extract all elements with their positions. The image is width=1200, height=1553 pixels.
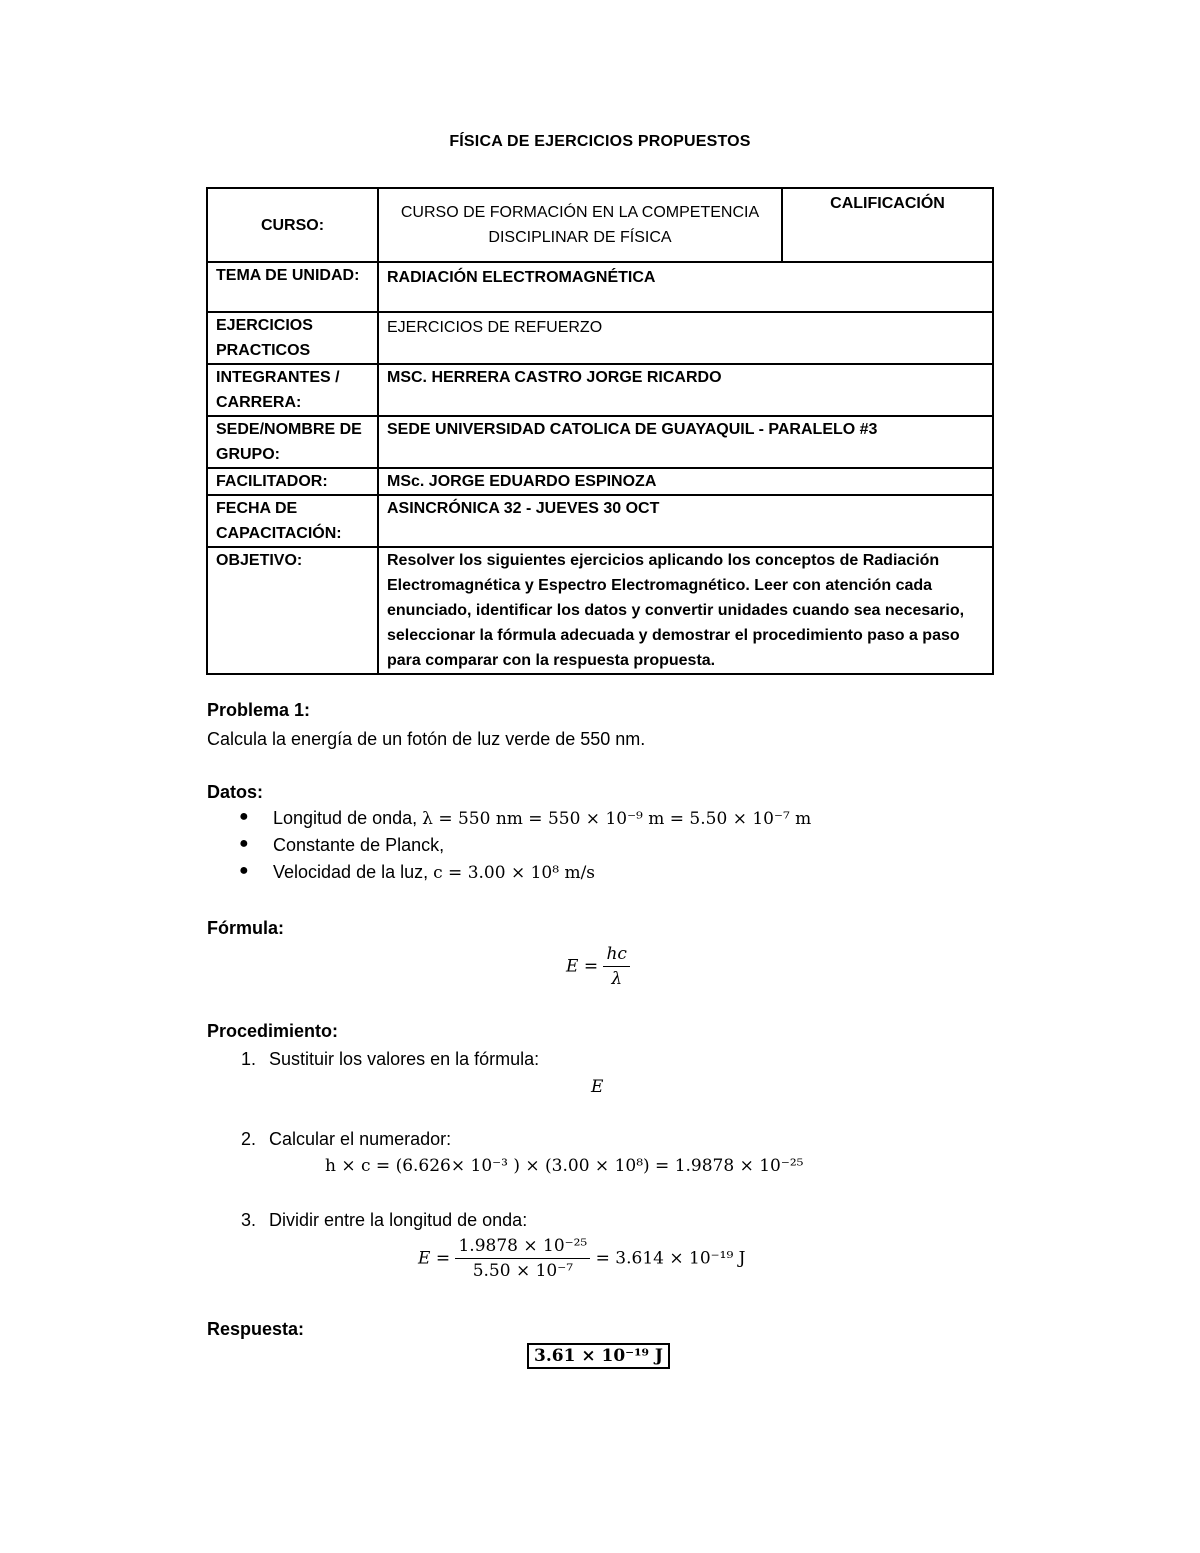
curso-value xyxy=(378,188,782,262)
tema-value: RADIACIÓN ELECTROMAGNÉTICA xyxy=(378,262,993,312)
formula-heading: Fórmula: xyxy=(207,918,285,938)
integrantes-value: MSC. HERRERA CASTRO JORGE RICARDO xyxy=(378,364,993,416)
answer-box: 3.61 × 10⁻¹⁹ J xyxy=(527,1343,670,1369)
datos-item-math: λ = 550 nm = 550 × 10⁻⁹ m = 5.50 × 10⁻⁷ m xyxy=(422,809,812,829)
curso-value-line1: CURSO DE FORMACIÓN EN LA COMPETENCIA xyxy=(400,204,760,221)
respuesta-heading: Respuesta: xyxy=(207,1319,305,1339)
step-number: 3. xyxy=(241,1210,257,1230)
course-info-table xyxy=(206,187,994,675)
sede-label: SEDE/NOMBRE DE GRUPO: xyxy=(207,416,378,468)
step-number: 2. xyxy=(241,1129,257,1149)
curso-label: CURSO: xyxy=(207,188,378,262)
problem-statement: Calcula la energía de un fotón de luz verde de 550 nm. xyxy=(207,729,646,749)
objetivo-value: Resolver los siguientes ejercicios aplicando los conceptos de Radiación Electromagnética y Espectro Electromagnético. Leer con atención cada enunciado, identificar los datos y convertir unidades cuando sea necesario, seleccionar la fórmula adecuada y demostrar el procedimiento paso a paso para comparar con la respuesta propuesta. xyxy=(378,547,993,674)
datos-item: ● Longitud de onda, λ = 550 nm = 550 × 10⁻⁹ m = 5.50 × 10⁻⁷ m xyxy=(239,808,812,829)
step-3-lhs: E = xyxy=(418,1248,451,1269)
datos-item: ● Velocidad de la luz, c = 3.00 × 10⁸ m/s xyxy=(239,862,596,883)
formula-numerator: hc xyxy=(603,944,629,967)
step-3-numerator: 1.9878 × 10⁻²⁵ xyxy=(455,1236,590,1259)
datos-list xyxy=(239,808,812,889)
ejercicios-value: EJERCICIOS DE REFUERZO xyxy=(378,312,993,364)
step-number: 1. xyxy=(241,1049,257,1069)
tema-label: TEMA DE UNIDAD: xyxy=(207,262,378,312)
step-3-rhs: = 3.614 × 10⁻¹⁹ J xyxy=(595,1248,746,1269)
sede-value: SEDE UNIVERSIDAD CATOLICA DE GUAYAQUIL - PARALELO #3 xyxy=(378,416,993,468)
integrantes-label: INTEGRANTES / CARRERA: xyxy=(207,364,378,416)
fecha-value: ASINCRÓNICA 32 - JUEVES 30 OCT xyxy=(378,495,993,547)
document-title: FÍSICA DE EJERCICIOS PROPUESTOS xyxy=(449,133,751,150)
objetivo-label: OBJETIVO: xyxy=(207,547,378,674)
formula-denominator: λ xyxy=(611,969,623,989)
step-3 xyxy=(241,1210,527,1231)
datos-item: ● Constante de Planck, xyxy=(239,835,445,855)
datos-item-text: Constante de Planck, xyxy=(273,835,445,855)
facilitador-value: MSc. JORGE EDUARDO ESPINOZA xyxy=(378,468,993,495)
formula-lhs: E = xyxy=(566,956,599,977)
step-3-math xyxy=(418,1236,745,1281)
step-text: Calcular el numerador: xyxy=(269,1129,452,1149)
curso-value-line2: DISCIPLINAR DE FÍSICA xyxy=(488,229,672,246)
formula-fraction xyxy=(603,944,629,989)
step-text: Dividir entre la longitud de onda: xyxy=(269,1210,528,1230)
step-2-math: h × c = (6.626× 10⁻³ ) × (3.00 × 10⁸) = 1.9878 × 10⁻²⁵ xyxy=(325,1156,804,1176)
datos-heading: Datos: xyxy=(207,782,264,802)
step-3-fraction xyxy=(455,1236,590,1281)
datos-item-text: Velocidad de la luz, xyxy=(273,862,434,882)
answer-box-wrapper xyxy=(527,1346,670,1366)
step-1 xyxy=(241,1049,539,1070)
step-3-denominator: 5.50 × 10⁻⁷ xyxy=(472,1261,574,1281)
datos-item-text: Longitud de onda, xyxy=(273,808,423,828)
ejercicios-label: EJERCICIOS PRACTICOS xyxy=(207,312,378,364)
procedimiento-heading: Procedimiento: xyxy=(207,1021,339,1041)
datos-item-math: c = 3.00 × 10⁸ m/s xyxy=(433,863,596,883)
step-text: Sustituir los valores en la fórmula: xyxy=(269,1049,540,1069)
formula xyxy=(566,944,630,989)
step-1-math: E xyxy=(591,1077,604,1097)
fecha-label: FECHA DE CAPACITACIÓN: xyxy=(207,495,378,547)
facilitador-label: FACILITADOR: xyxy=(207,468,378,495)
calificacion-label: CALIFICACIÓN xyxy=(782,188,993,262)
problem-heading: Problema 1: xyxy=(207,700,311,720)
step-2 xyxy=(241,1129,451,1150)
